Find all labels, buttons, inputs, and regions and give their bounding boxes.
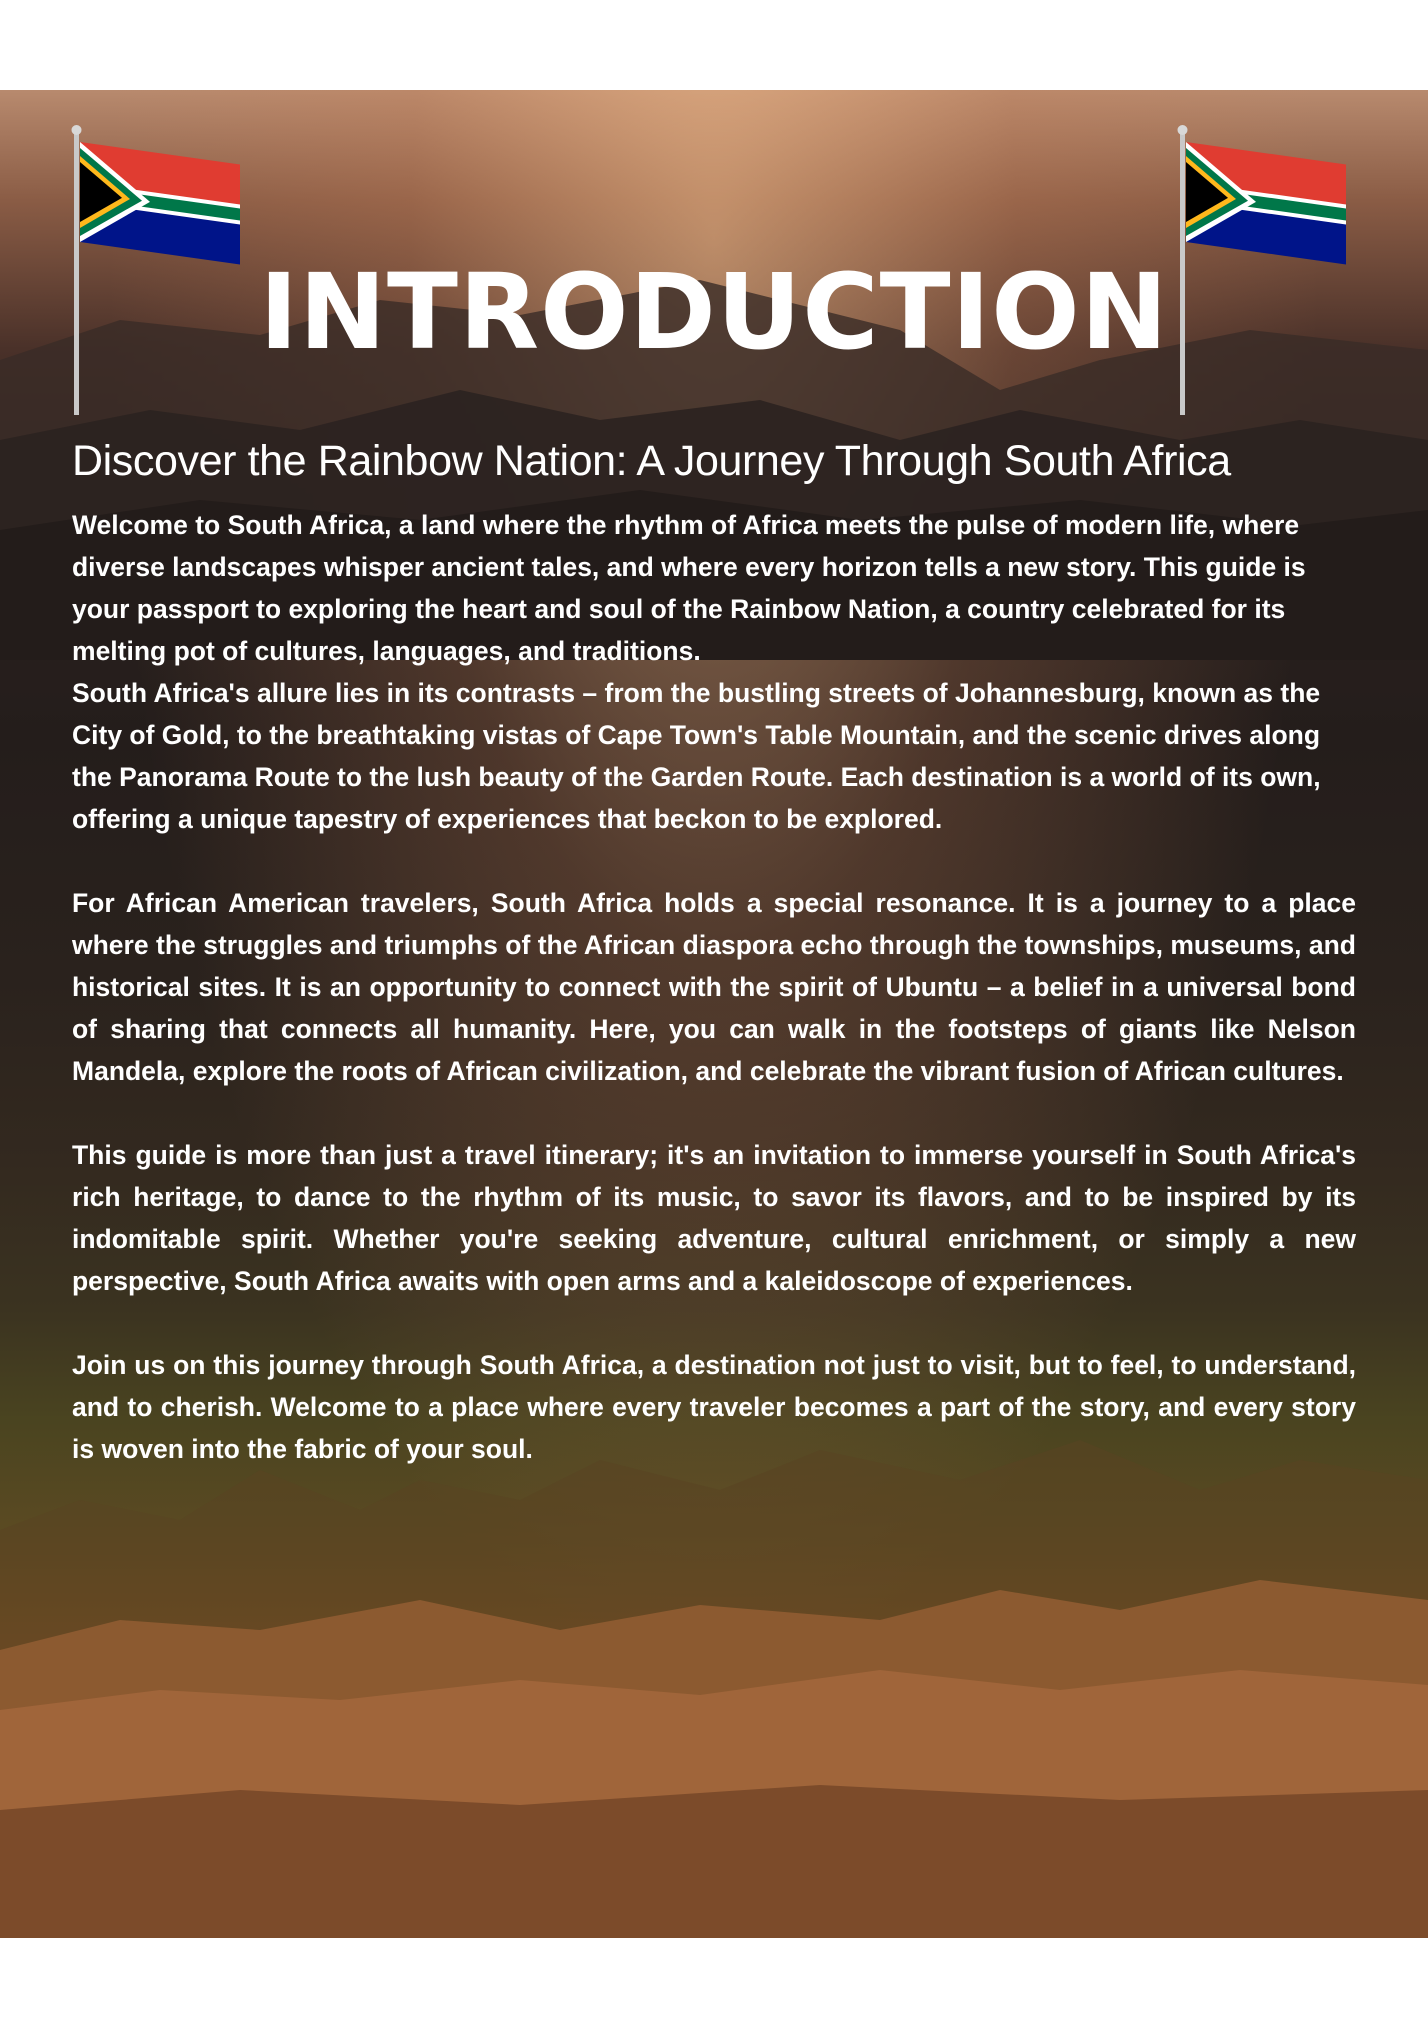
paragraph-resonance: For African American travelers, South Africa holds a special resonance. It is a journey to a place where the struggles and triumphs of the African diaspora echo through the townships, museums, and historical sites. It is an opportunity to connect with the spirit of Ubuntu – a belief in a universal bond of sharing that connects all humanity. Here, you can walk in the footsteps of giants like Nelson Mandela, explore the roots of African civilization, and celebrate the vibrant fusion of African cultures. bbox=[72, 888, 1356, 1086]
paragraph-journey: Join us on this journey through South Africa, a destination not just to visit, but to feel, to understand, and to cherish. Welcome to a place where every traveler becomes a part of the story, and every story is woven into the fabric of your soul. bbox=[72, 1350, 1356, 1464]
paragraph-invitation: This guide is more than just a travel itinerary; it's an invitation to immerse yourself in South Africa's rich heritage, to dance to the rhythm of its music, to savor its flavors, and to be inspired by its indomitable spirit. Whether you're seeking adventure, cultural enrichment, or simply a new perspective, South Africa awaits with open arms and a kaleidoscope of experiences. bbox=[72, 1140, 1356, 1296]
paragraph-contrasts: South Africa's allure lies in its contrasts – from the bustling streets of Johannesburg, known as the City of Gold, to the breathtaking vistas of Cape Town's Table Mountain, and the scenic drives along the Panorama Route to the lush beauty of the Garden Route. Each destination is a world of its own, offering a unique tapestry of experiences that beckon to be explored. bbox=[72, 678, 1321, 834]
page-background bbox=[0, 90, 1428, 1938]
paragraph-welcome: Welcome to South Africa, a land where the rhythm of Africa meets the pulse of modern life, where diverse landscapes whisper ancient tales, and where every horizon tells a new story. This guide is your passport to exploring the heart and soul of the Rainbow Nation, a country celebrated for its melting pot of cultures, languages, and traditions. bbox=[72, 510, 1306, 666]
page-title: INTRODUCTION bbox=[259, 251, 1169, 373]
page-subtitle: Discover the Rainbow Nation: A Journey Through South Africa bbox=[72, 437, 1231, 485]
body-text bbox=[72, 504, 1356, 1470]
